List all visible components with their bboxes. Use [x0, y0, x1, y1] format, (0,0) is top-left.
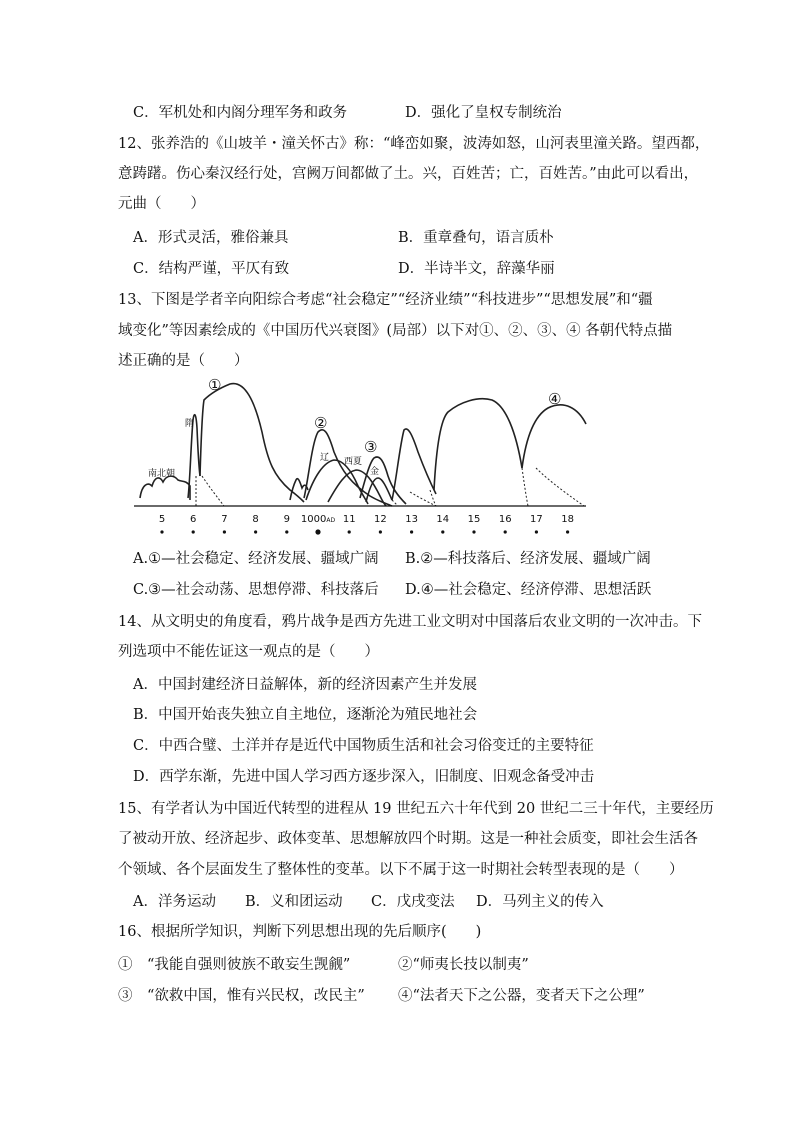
- q14-option-a: A．中国封建经济日益解体，新的经济因素产生并发展: [133, 677, 477, 693]
- q13-option-b: B.②—科技落后、经济发展、疆域广阔: [405, 551, 651, 567]
- q15-option-c: C．戊戌变法: [371, 894, 455, 910]
- q11-option-d: D．强化了皇权专制统治: [405, 105, 562, 121]
- q16-stem: 16、根据所学知识，判断下列思想出现的先后顺序( ): [118, 924, 482, 940]
- x-tick-dot-13: [410, 530, 413, 533]
- x-tick-dot-8: [254, 530, 257, 533]
- x-tick-label-15: 15: [467, 514, 481, 525]
- q12-option-b: B．重章叠句，语言质朴: [398, 230, 554, 246]
- q13-stem-line1: 13、下图是学者辛向阳综合考虑“社会稳定”“经济业绩”“科技进步”“思想发展”和“疆: [118, 292, 653, 308]
- marker-4: ④: [548, 390, 562, 408]
- x-tick-label-13: 13: [405, 514, 418, 525]
- x-axis-ticks: [159, 514, 574, 535]
- curve-1: [200, 384, 304, 502]
- q15-stem-line3: 个领域、各个层面发生了整体性的变革。以下不属于这一时期社会转型表现的是（ ）: [118, 862, 684, 878]
- q15-option-d: D．马列主义的传入: [476, 894, 604, 910]
- curve-yuan: [392, 429, 436, 500]
- x-tick-dot-14: [441, 530, 444, 533]
- dotted-4: [410, 492, 436, 506]
- x-tick-dot-12: [379, 530, 382, 533]
- q13-option-d: D.④—社会稳定、经济停滞、思想活跃: [405, 582, 652, 598]
- q14-option-c: C．中西合璧、土洋并存是近代中国物质生活和社会习俗变迁的主要特征: [133, 738, 594, 754]
- x-tick-dot-6: [192, 530, 195, 533]
- q16-item-4: ④“法者天下之公器，变者天下之公理”: [398, 988, 645, 1004]
- x-tick-label-12: 12: [374, 514, 387, 525]
- marker-3: ③: [364, 438, 378, 456]
- x-tick-dot-9: [285, 530, 288, 533]
- marker-1: ①: [208, 376, 222, 394]
- q14-option-b: B．中国开始丧失独立自主地位，逐渐沦为殖民地社会: [133, 707, 478, 723]
- dynasty-rise-fall-chart: [130, 372, 590, 540]
- x-tick-label-7: 7: [221, 514, 228, 525]
- curve-jin: [366, 478, 392, 502]
- x-tick-dot-7: [223, 530, 226, 533]
- x-tick-label-6: 6: [190, 514, 197, 525]
- q12-option-c: C．结构严谨，平仄有致: [133, 261, 290, 277]
- q13-stem-line2: 域变化”等因素绘成的《中国历代兴衰图》(局部）以下对①、②、③、④ 各朝代特点描: [118, 323, 673, 339]
- q11-option-c: C．军机处和内阁分理军务和政务: [133, 105, 348, 121]
- curve-ming: [434, 399, 522, 490]
- q14-stem-line2: 列选项中不能佐证这一观点的是（ ）: [118, 644, 379, 660]
- q15-stem-line1: 15、有学者认为中国近代转型的进程从 19 世纪五六十年代到 20 世纪二三十年代，主要经历: [118, 801, 714, 817]
- dotted-6: [536, 468, 584, 506]
- x-tick-dot-17: [535, 530, 538, 533]
- x-tick-label-9: 9: [283, 514, 290, 525]
- x-tick-label-17: 17: [530, 514, 543, 525]
- q12-stem-line2: 意踌躇。伤心秦汉经行处，宫阙万间都做了土。兴，百姓苦；亡，百姓苦。”由此可以看出，: [118, 166, 699, 182]
- marker-2: ②: [314, 414, 328, 432]
- x-tick-dot-16: [504, 530, 507, 533]
- q14-stem-line1: 14、从文明史的角度看，鸦片战争是西方先进工业文明对中国落后农业文明的一次冲击。下: [118, 614, 702, 630]
- q15-option-a: A．洋务运动: [133, 894, 216, 910]
- label-jin: 金: [370, 467, 380, 477]
- label-xixia: 西夏: [344, 457, 363, 467]
- label-nanbeichao: 南北朝: [148, 469, 176, 479]
- q16-item-2: ②“师夷长技以制夷”: [398, 957, 529, 973]
- x-tick-label-8: 8: [252, 514, 259, 525]
- label-liao: 辽: [320, 453, 330, 463]
- x-tick-dot-11: [348, 530, 351, 533]
- dotted-5: [522, 468, 528, 506]
- q12-stem-line1: 12、张养浩的《山坡羊・潼关怀古》称：“峰峦如聚，波涛如怒，山河表里潼关路。望西都，: [118, 136, 710, 152]
- dynasty-chart-svg: [130, 372, 590, 540]
- x-tick-label-5: 5: [158, 514, 166, 525]
- curve-4: [522, 405, 586, 468]
- decline-dotted-lines: [196, 468, 584, 506]
- x-tick-dot-15: [472, 530, 475, 533]
- x-tick-label-14: 14: [436, 514, 450, 525]
- q12-option-a: A．形式灵活，雅俗兼具: [133, 230, 289, 246]
- x-tick-label-18: 18: [561, 514, 574, 525]
- q13-option-c: C.③—社会动荡、思想停滞、科技落后: [133, 582, 379, 598]
- curve-nanbeichao: [140, 476, 190, 500]
- q13-option-a: A.①—社会稳定、经济发展、疆域广阔: [133, 551, 379, 567]
- dotted-3: [392, 500, 398, 506]
- x-tick-dot-18: [566, 530, 569, 533]
- x-tick-dot-1000: [315, 529, 320, 534]
- q16-item-1: ① “我能自强则彼族不敢妄生觊觎”: [118, 957, 351, 973]
- q14-option-d: D．西学东渐，先进中国人学习西方逐步深入，旧制度、旧观念备受冲击: [133, 769, 595, 785]
- label-sui: 隋: [185, 419, 195, 429]
- dotted-2: [202, 476, 224, 506]
- q13-stem-line3: 述正确的是（ ）: [118, 353, 249, 369]
- q12-option-d: D．半诗半文，辞藻华丽: [398, 261, 555, 277]
- dynasty-curves: [140, 384, 586, 506]
- q12-stem-line3: 元曲（ ）: [118, 196, 205, 212]
- x-tick-label-1000: 1000AD: [300, 514, 336, 525]
- q15-option-b: B．义和团运动: [245, 894, 343, 910]
- q15-stem-line2: 了被动开放、经济起步、政体变革、思想解放四个时期。这是一种社会质变，即社会生活各: [118, 831, 698, 847]
- x-tick-label-16: 16: [498, 514, 512, 525]
- x-tick-dot-5: [160, 530, 163, 533]
- q16-item-3: ③ “欲救中国，惟有兴民权，改民主”: [118, 988, 365, 1004]
- x-tick-label-11: 11: [342, 514, 356, 525]
